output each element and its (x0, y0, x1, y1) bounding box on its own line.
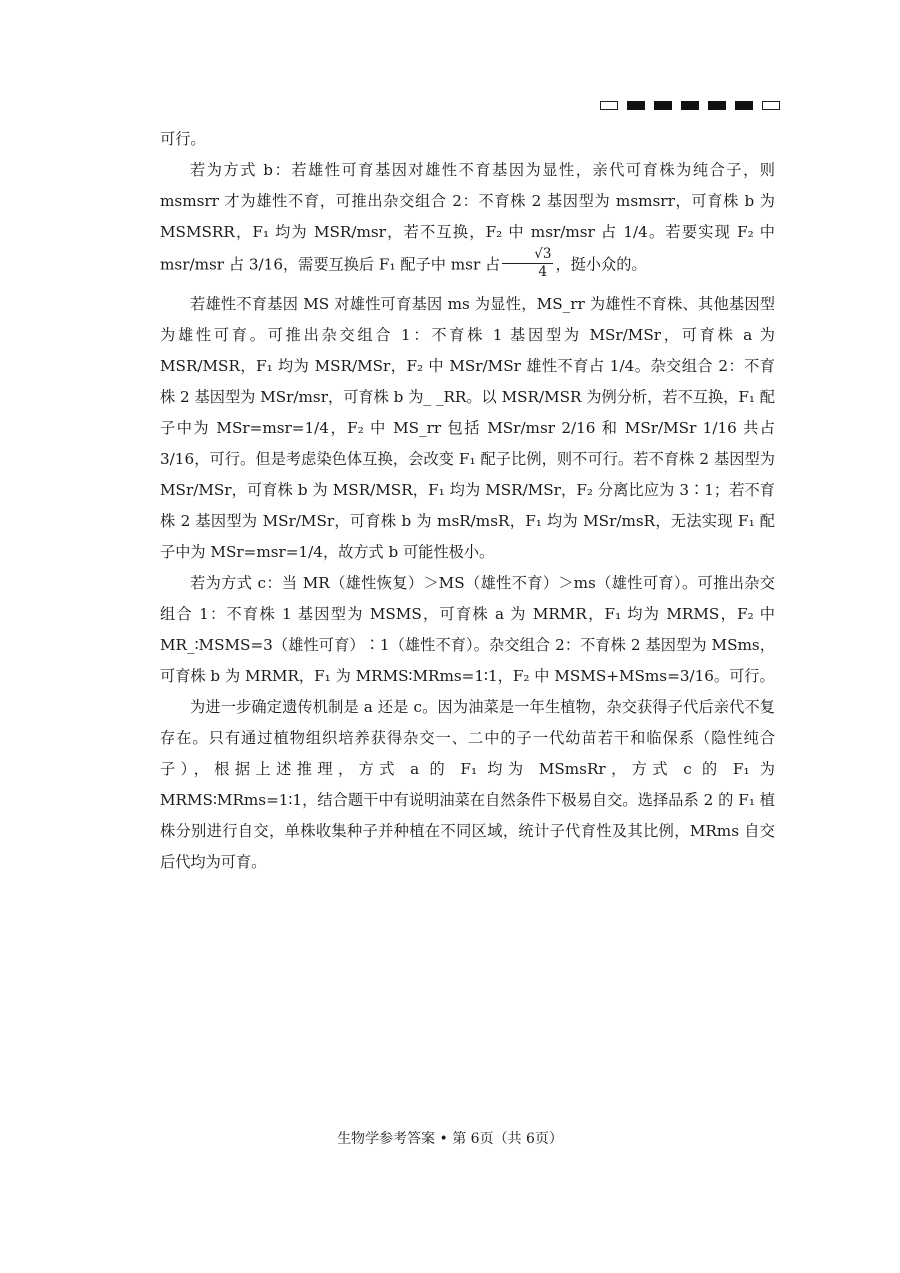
fraction-numerator: √3 (502, 246, 553, 264)
answer-body (160, 124, 775, 878)
hollow-square-mark (600, 101, 618, 110)
solid-block-mark (654, 101, 672, 110)
paragraph-conclusion: 为进一步确定遗传机制是 a 还是 c。因为油菜是一年生植物，杂交获得子代后亲代不复存在。只有通过植物组织培养获得杂交一、二中的子一代幼苗若干和临保系（隐性纯合子），根据上述推理，方式 a 的 F₁ 均为 MSmsRr，方式 c 的 F₁ 为 MRMS∶MRms=1∶1，结合题干中有说明油菜在自然条件下极易自交。选择品系 2 的 F₁ 植株分别进行自交，单株收集种子并种植在不同区域，统计子代育性及其比例，MRms 自交后代均为可育。 (160, 698, 775, 871)
solid-block-mark (627, 101, 645, 110)
page-footer: 生物学参考答案 • 第 6页（共 6页） (337, 1131, 563, 1147)
header-marks (600, 101, 780, 110)
fraction (502, 246, 553, 281)
hollow-square-mark (762, 101, 780, 110)
solid-block-mark (735, 101, 753, 110)
paragraph-method-b-recessive (160, 155, 775, 283)
paragraph-method-b-dominant: 若雄性不育基因 MS 对雄性可育基因 ms 为显性，MS_rr 为雄性不育株、其他基因型为雄性可育。可推出杂交组合 1：不育株 1 基因型为 MSr/MSr，可育株 a 为 MSR/MSR，F₁ 均为 MSR/MSr，F₂ 中 MSr/MSr 雄性不育占 1/4。杂交组合 2：不育株 2 基因型为 MSr/msr，可育株 b 为_ _RR。以 MSR/MSR 为例分析，若不互换，F₁ 配子中为 MSr=msr=1/4，F₂ 中 MS_rr 包括 MSr/msr 2/16 和 MSr/MSr 1/16 共占 3/16，可行。但是考虑染色体互换，会改变 F₁ 配子比例，则不可行。若不育株 2 基因型为 MSr/MSr，可育株 b 为 MSR/MSR，F₁ 均为 MSR/MSr，F₂ 分离比应为 3∶1；若不育株 2 基因型为 MSr/MSr，可育株 b 为 msR/msR，F₁ 均为 MSr/msR，无法实现 F₁ 配子中为 MSr=msr=1/4，故方式 b 可能性极小。 (160, 295, 775, 561)
paragraph-text: ，挺小众的。 (555, 255, 647, 274)
paragraph-text: 若为方式 b：若雄性可育基因对雄性不育基因为显性，亲代可育株为纯合子，则 msmsrr 才为雄性不育，可推出杂交组合 2：不育株 2 基因型为 msmsrr，可育株 b 为 MSMSRR，F₁ 均为 MSR/msr，若不互换，F₂ 中 msr/msr 占 1/4。若要实现 F₂ 中 msr/msr 占 3/16，需要互换后 F₁ 配子中 msr 占 (160, 161, 775, 274)
fraction-denominator: 4 (538, 264, 548, 280)
paragraph-method-c: 若为方式 c：当 MR（雄性恢复）＞MS（雄性不育）＞ms（雄性可育）。可推出杂交组合 1：不育株 1 基因型为 MSMS，可育株 a 为 MRMR，F₁ 均为 MRMS，F₂ 中 MR_∶MSMS=3（雄性可育）∶1（雄性不育）。杂交组合 2：不育株 2 基因型为 MSms，可育株 b 为 MRMR，F₁ 为 MRMS∶MRms=1∶1，F₂ 中 MSMS+MSms=3/16。可行。 (160, 574, 775, 685)
solid-block-mark (708, 101, 726, 110)
solid-block-mark (681, 101, 699, 110)
paragraph-continuation: 可行。 (160, 130, 206, 148)
